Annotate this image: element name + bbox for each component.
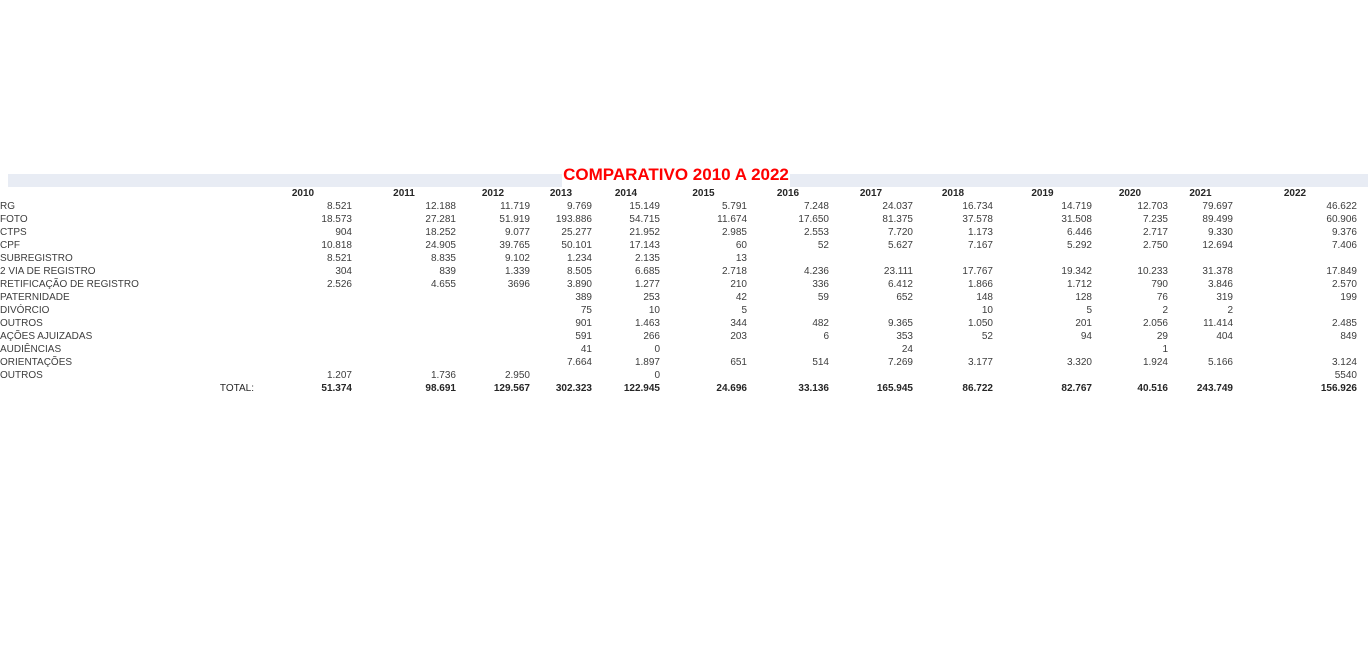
cell: 1.866 bbox=[967, 279, 993, 290]
cell: 2.717 bbox=[1142, 227, 1168, 238]
cell bbox=[1233, 343, 1357, 356]
cell: 59 bbox=[817, 292, 829, 303]
cell: 52 bbox=[817, 240, 829, 251]
cell: 14.719 bbox=[1061, 201, 1092, 212]
cell: 7.664 bbox=[566, 357, 592, 368]
row-spacer bbox=[210, 265, 254, 278]
table-row bbox=[0, 330, 1357, 343]
total-label: TOTAL: bbox=[219, 383, 254, 394]
table-row bbox=[0, 239, 1357, 252]
total-cell: 24.696 bbox=[716, 383, 747, 394]
total-cell: 82.767 bbox=[1061, 383, 1092, 394]
cell: 18.573 bbox=[321, 214, 352, 225]
total-cell: 98.691 bbox=[425, 383, 456, 394]
header-band-left bbox=[8, 174, 562, 187]
cell: 2 bbox=[1227, 305, 1233, 316]
cell: 10.818 bbox=[321, 240, 352, 251]
cell: 81.375 bbox=[882, 214, 913, 225]
cell: 253 bbox=[643, 292, 660, 303]
cell bbox=[1168, 252, 1233, 265]
cell: 12.694 bbox=[1202, 240, 1233, 251]
cell: 591 bbox=[575, 331, 592, 342]
cell: 1.277 bbox=[634, 279, 660, 290]
row-spacer bbox=[210, 278, 254, 291]
cell: 790 bbox=[1151, 279, 1168, 290]
cell bbox=[993, 369, 1092, 382]
cell: 8.521 bbox=[326, 201, 352, 212]
cell: 11.414 bbox=[1203, 318, 1233, 329]
row-label: FOTO bbox=[0, 214, 28, 225]
cell: 3.177 bbox=[967, 357, 993, 368]
comparison-table bbox=[0, 187, 1357, 395]
table-row bbox=[0, 356, 1357, 369]
cell bbox=[1092, 369, 1168, 382]
cell: 9.376 bbox=[1331, 227, 1357, 238]
cell: 7.406 bbox=[1331, 240, 1357, 251]
cell: 7.720 bbox=[887, 227, 913, 238]
cell: 344 bbox=[730, 318, 747, 329]
cell: 27.281 bbox=[425, 214, 456, 225]
cell: 10.233 bbox=[1137, 266, 1168, 277]
cell bbox=[993, 343, 1092, 356]
row-label: RETIFICAÇÃO DE REGISTRO bbox=[0, 279, 139, 290]
cell bbox=[829, 304, 913, 317]
row-label: ORIENTAÇÕES bbox=[0, 357, 73, 368]
cell: 4.655 bbox=[430, 279, 456, 290]
cell: 60 bbox=[735, 240, 747, 251]
row-label: AUDIÊNCIAS bbox=[0, 344, 62, 355]
cell: 60.906 bbox=[1326, 214, 1357, 225]
year-header-2019: 2019 bbox=[1031, 188, 1054, 199]
row-label: CPF bbox=[0, 240, 20, 251]
cell: 1.173 bbox=[967, 227, 993, 238]
cell bbox=[1092, 252, 1168, 265]
cell: 3.846 bbox=[1207, 279, 1233, 290]
cell: 4.236 bbox=[803, 266, 829, 277]
cell: 17.767 bbox=[962, 266, 993, 277]
table-row bbox=[0, 369, 1357, 382]
table-row bbox=[0, 343, 1357, 356]
cell bbox=[913, 343, 993, 356]
table-header bbox=[0, 187, 1357, 200]
cell: 3.124 bbox=[1331, 357, 1357, 368]
row-spacer bbox=[210, 291, 254, 304]
cell: 23.111 bbox=[883, 266, 913, 277]
cell bbox=[993, 252, 1092, 265]
cell: 17.849 bbox=[1326, 266, 1357, 277]
cell bbox=[352, 304, 456, 317]
cell bbox=[747, 304, 829, 317]
cell: 37.578 bbox=[962, 214, 993, 225]
cell: 31.378 bbox=[1202, 266, 1233, 277]
cell: 7.269 bbox=[887, 357, 913, 368]
cell: 89.499 bbox=[1202, 214, 1233, 225]
row-label: CTPS bbox=[0, 227, 27, 238]
year-header-2010: 2010 bbox=[291, 188, 315, 199]
cell: 12.188 bbox=[425, 201, 456, 212]
cell: 9.077 bbox=[504, 227, 530, 238]
cell: 8.505 bbox=[566, 266, 592, 277]
cell: 10 bbox=[981, 305, 993, 316]
cell: 3.890 bbox=[566, 279, 592, 290]
cell: 5.292 bbox=[1066, 240, 1092, 251]
cell: 2.950 bbox=[504, 370, 530, 381]
table-row bbox=[0, 213, 1357, 226]
cell: 29 bbox=[1156, 331, 1168, 342]
row-label: OUTROS bbox=[0, 318, 43, 329]
table-body bbox=[0, 200, 1357, 395]
cell bbox=[456, 304, 530, 317]
cell: 201 bbox=[1075, 318, 1092, 329]
row-label: DIVÓRCIO bbox=[0, 305, 50, 316]
cell: 7.167 bbox=[967, 240, 993, 251]
cell: 5.627 bbox=[887, 240, 913, 251]
cell: 3.320 bbox=[1066, 357, 1092, 368]
cell: 6 bbox=[823, 331, 829, 342]
cell bbox=[254, 330, 352, 343]
cell: 1.897 bbox=[634, 357, 660, 368]
cell: 79.697 bbox=[1202, 201, 1233, 212]
cell: 304 bbox=[335, 266, 352, 277]
cell bbox=[254, 343, 352, 356]
table-row bbox=[0, 265, 1357, 278]
cell: 652 bbox=[896, 292, 913, 303]
year-header-2013: 2013 bbox=[549, 188, 573, 199]
row-label: OUTROS bbox=[0, 370, 43, 381]
row-label: AÇÕES AJUIZADAS bbox=[0, 331, 93, 342]
cell: 39.765 bbox=[499, 240, 530, 251]
cell: 319 bbox=[1216, 292, 1233, 303]
row-label: PATERNIDADE bbox=[0, 292, 70, 303]
cell: 15.149 bbox=[629, 201, 660, 212]
cell bbox=[530, 369, 592, 382]
cell: 10 bbox=[648, 305, 660, 316]
cell: 24.905 bbox=[425, 240, 456, 251]
year-header-2021: 2021 bbox=[1189, 188, 1212, 199]
cell: 24.037 bbox=[882, 201, 913, 212]
row-spacer bbox=[210, 317, 254, 330]
cell: 2.570 bbox=[1331, 279, 1357, 290]
cell bbox=[1233, 304, 1357, 317]
cell: 6.412 bbox=[887, 279, 913, 290]
cell: 6.685 bbox=[634, 266, 660, 277]
cell: 7.248 bbox=[803, 201, 829, 212]
year-header-2011: 2011 bbox=[393, 188, 415, 199]
cell: 2.135 bbox=[634, 253, 660, 264]
cell: 2.526 bbox=[326, 279, 352, 290]
total-label-header-spacer bbox=[210, 187, 254, 200]
cell: 50.101 bbox=[561, 240, 592, 251]
cell: 1.736 bbox=[430, 370, 456, 381]
cell bbox=[456, 356, 530, 369]
cell: 7.235 bbox=[1142, 214, 1168, 225]
cell: 8.835 bbox=[430, 253, 456, 264]
row-spacer bbox=[210, 226, 254, 239]
cell: 1.924 bbox=[1142, 357, 1168, 368]
cell: 1.234 bbox=[566, 253, 592, 264]
cell: 51.919 bbox=[499, 214, 530, 225]
cell: 901 bbox=[575, 318, 592, 329]
total-cell: 165.945 bbox=[876, 383, 913, 394]
page-title: COMPARATIVO 2010 A 2022 bbox=[563, 165, 789, 184]
row-spacer bbox=[210, 369, 254, 382]
cell: 1.050 bbox=[967, 318, 993, 329]
cell bbox=[913, 369, 993, 382]
cell bbox=[660, 369, 747, 382]
cell: 6.446 bbox=[1066, 227, 1092, 238]
cell: 9.769 bbox=[566, 201, 592, 212]
table-row bbox=[0, 304, 1357, 317]
cell: 1.463 bbox=[634, 318, 660, 329]
cell: 404 bbox=[1216, 331, 1233, 342]
cell: 0 bbox=[654, 370, 660, 381]
table-row bbox=[0, 278, 1357, 291]
cell bbox=[456, 317, 530, 330]
total-row bbox=[0, 382, 1357, 395]
cell: 46.622 bbox=[1326, 201, 1357, 212]
cell bbox=[660, 343, 747, 356]
cell: 8.521 bbox=[326, 253, 352, 264]
cell: 904 bbox=[335, 227, 352, 238]
year-header-2017: 2017 bbox=[859, 188, 883, 199]
table-row bbox=[0, 317, 1357, 330]
cell: 31.508 bbox=[1061, 214, 1092, 225]
cell bbox=[829, 252, 913, 265]
cell: 5.791 bbox=[721, 201, 747, 212]
cell: 849 bbox=[1340, 331, 1357, 342]
cell: 94 bbox=[1080, 331, 1092, 342]
row-spacer bbox=[210, 213, 254, 226]
total-cell: 40.516 bbox=[1137, 383, 1168, 394]
cell bbox=[747, 252, 829, 265]
row-spacer bbox=[210, 200, 254, 213]
cell: 199 bbox=[1340, 292, 1357, 303]
year-header-2016: 2016 bbox=[776, 188, 800, 199]
table-row bbox=[0, 252, 1357, 265]
cell bbox=[456, 291, 530, 304]
cell bbox=[352, 356, 456, 369]
cell: 148 bbox=[976, 292, 993, 303]
cell: 16.734 bbox=[962, 201, 993, 212]
cell: 9.330 bbox=[1207, 227, 1233, 238]
cell: 17.650 bbox=[798, 214, 829, 225]
year-header-2020: 2020 bbox=[1118, 188, 1142, 199]
cell: 839 bbox=[439, 266, 456, 277]
cell: 17.143 bbox=[629, 240, 660, 251]
cell bbox=[1168, 369, 1233, 382]
cell: 1.712 bbox=[1066, 279, 1092, 290]
cell: 5 bbox=[1086, 305, 1092, 316]
cell bbox=[254, 291, 352, 304]
cell: 54.715 bbox=[629, 214, 660, 225]
total-cell: 129.567 bbox=[493, 383, 530, 394]
cell: 11.674 bbox=[717, 214, 747, 225]
cell bbox=[456, 330, 530, 343]
row-spacer bbox=[210, 252, 254, 265]
cell bbox=[352, 330, 456, 343]
cell: 52 bbox=[981, 331, 993, 342]
cell: 2.056 bbox=[1142, 318, 1168, 329]
cell: 9.102 bbox=[504, 253, 530, 264]
total-row-spacer bbox=[0, 382, 210, 395]
year-header-row bbox=[0, 187, 1357, 200]
cell bbox=[1233, 252, 1357, 265]
total-cell: 51.374 bbox=[321, 383, 352, 394]
cell: 21.952 bbox=[629, 227, 660, 238]
cell bbox=[913, 252, 993, 265]
cell: 19.342 bbox=[1061, 266, 1092, 277]
cell: 389 bbox=[575, 292, 592, 303]
cell: 11.719 bbox=[500, 201, 530, 212]
cell: 193.886 bbox=[555, 214, 592, 225]
cell: 2.485 bbox=[1331, 318, 1357, 329]
cell: 9.365 bbox=[887, 318, 913, 329]
cell: 76 bbox=[1156, 292, 1168, 303]
row-spacer bbox=[210, 343, 254, 356]
cell: 1.339 bbox=[504, 266, 530, 277]
cell: 2 bbox=[1162, 305, 1168, 316]
cell: 210 bbox=[730, 279, 747, 290]
cell: 1.207 bbox=[326, 370, 352, 381]
table-row bbox=[0, 226, 1357, 239]
cell bbox=[456, 343, 530, 356]
year-header-2014: 2014 bbox=[614, 188, 638, 199]
total-cell: 156.926 bbox=[1320, 383, 1357, 394]
cell bbox=[829, 369, 913, 382]
cell: 75 bbox=[580, 305, 592, 316]
cell bbox=[352, 291, 456, 304]
cell: 24 bbox=[901, 344, 913, 355]
row-spacer bbox=[210, 356, 254, 369]
header-band-right bbox=[790, 174, 1368, 187]
cell: 128 bbox=[1075, 292, 1092, 303]
total-cell: 243.749 bbox=[1196, 383, 1233, 394]
cell: 482 bbox=[812, 318, 829, 329]
cell: 0 bbox=[654, 344, 660, 355]
cell: 18.252 bbox=[425, 227, 456, 238]
cell: 336 bbox=[812, 279, 829, 290]
cell bbox=[1168, 343, 1233, 356]
cell bbox=[254, 356, 352, 369]
cell bbox=[747, 343, 829, 356]
year-header-2015: 2015 bbox=[692, 188, 715, 199]
cell bbox=[747, 369, 829, 382]
row-label: SUBREGISTRO bbox=[0, 253, 73, 264]
cell: 13 bbox=[735, 253, 747, 264]
cell: 2.718 bbox=[721, 266, 747, 277]
total-cell: 33.136 bbox=[798, 383, 829, 394]
total-cell: 122.945 bbox=[623, 383, 660, 394]
cell bbox=[254, 317, 352, 330]
row-spacer bbox=[210, 330, 254, 343]
cell: 203 bbox=[730, 331, 747, 342]
cell: 353 bbox=[896, 331, 913, 342]
cell: 2.553 bbox=[803, 227, 829, 238]
total-cell: 302.323 bbox=[555, 383, 592, 394]
table-row bbox=[0, 291, 1357, 304]
total-cell: 86.722 bbox=[962, 383, 993, 394]
table-row bbox=[0, 200, 1357, 213]
cell bbox=[352, 317, 456, 330]
cell: 42 bbox=[735, 292, 747, 303]
cell: 5 bbox=[741, 305, 747, 316]
row-spacer bbox=[210, 239, 254, 252]
row-spacer bbox=[210, 304, 254, 317]
year-header-2022: 2022 bbox=[1283, 188, 1307, 199]
cell: 12.703 bbox=[1137, 201, 1168, 212]
cell bbox=[352, 343, 456, 356]
cell: 3696 bbox=[507, 279, 530, 290]
cell: 651 bbox=[730, 357, 747, 368]
cell: 266 bbox=[643, 331, 660, 342]
cell: 5540 bbox=[1334, 370, 1357, 381]
row-label-header-spacer bbox=[0, 187, 210, 200]
cell: 2.985 bbox=[721, 227, 747, 238]
year-header-2018: 2018 bbox=[941, 188, 965, 199]
cell: 1 bbox=[1162, 344, 1168, 355]
row-label: RG bbox=[0, 201, 15, 212]
cell bbox=[254, 304, 352, 317]
cell: 41 bbox=[580, 344, 592, 355]
cell: 25.277 bbox=[561, 227, 592, 238]
cell: 514 bbox=[812, 357, 829, 368]
row-label: 2 VIA DE REGISTRO bbox=[0, 266, 96, 277]
year-header-2012: 2012 bbox=[481, 188, 505, 199]
cell: 2.750 bbox=[1142, 240, 1168, 251]
cell: 5.166 bbox=[1207, 357, 1233, 368]
